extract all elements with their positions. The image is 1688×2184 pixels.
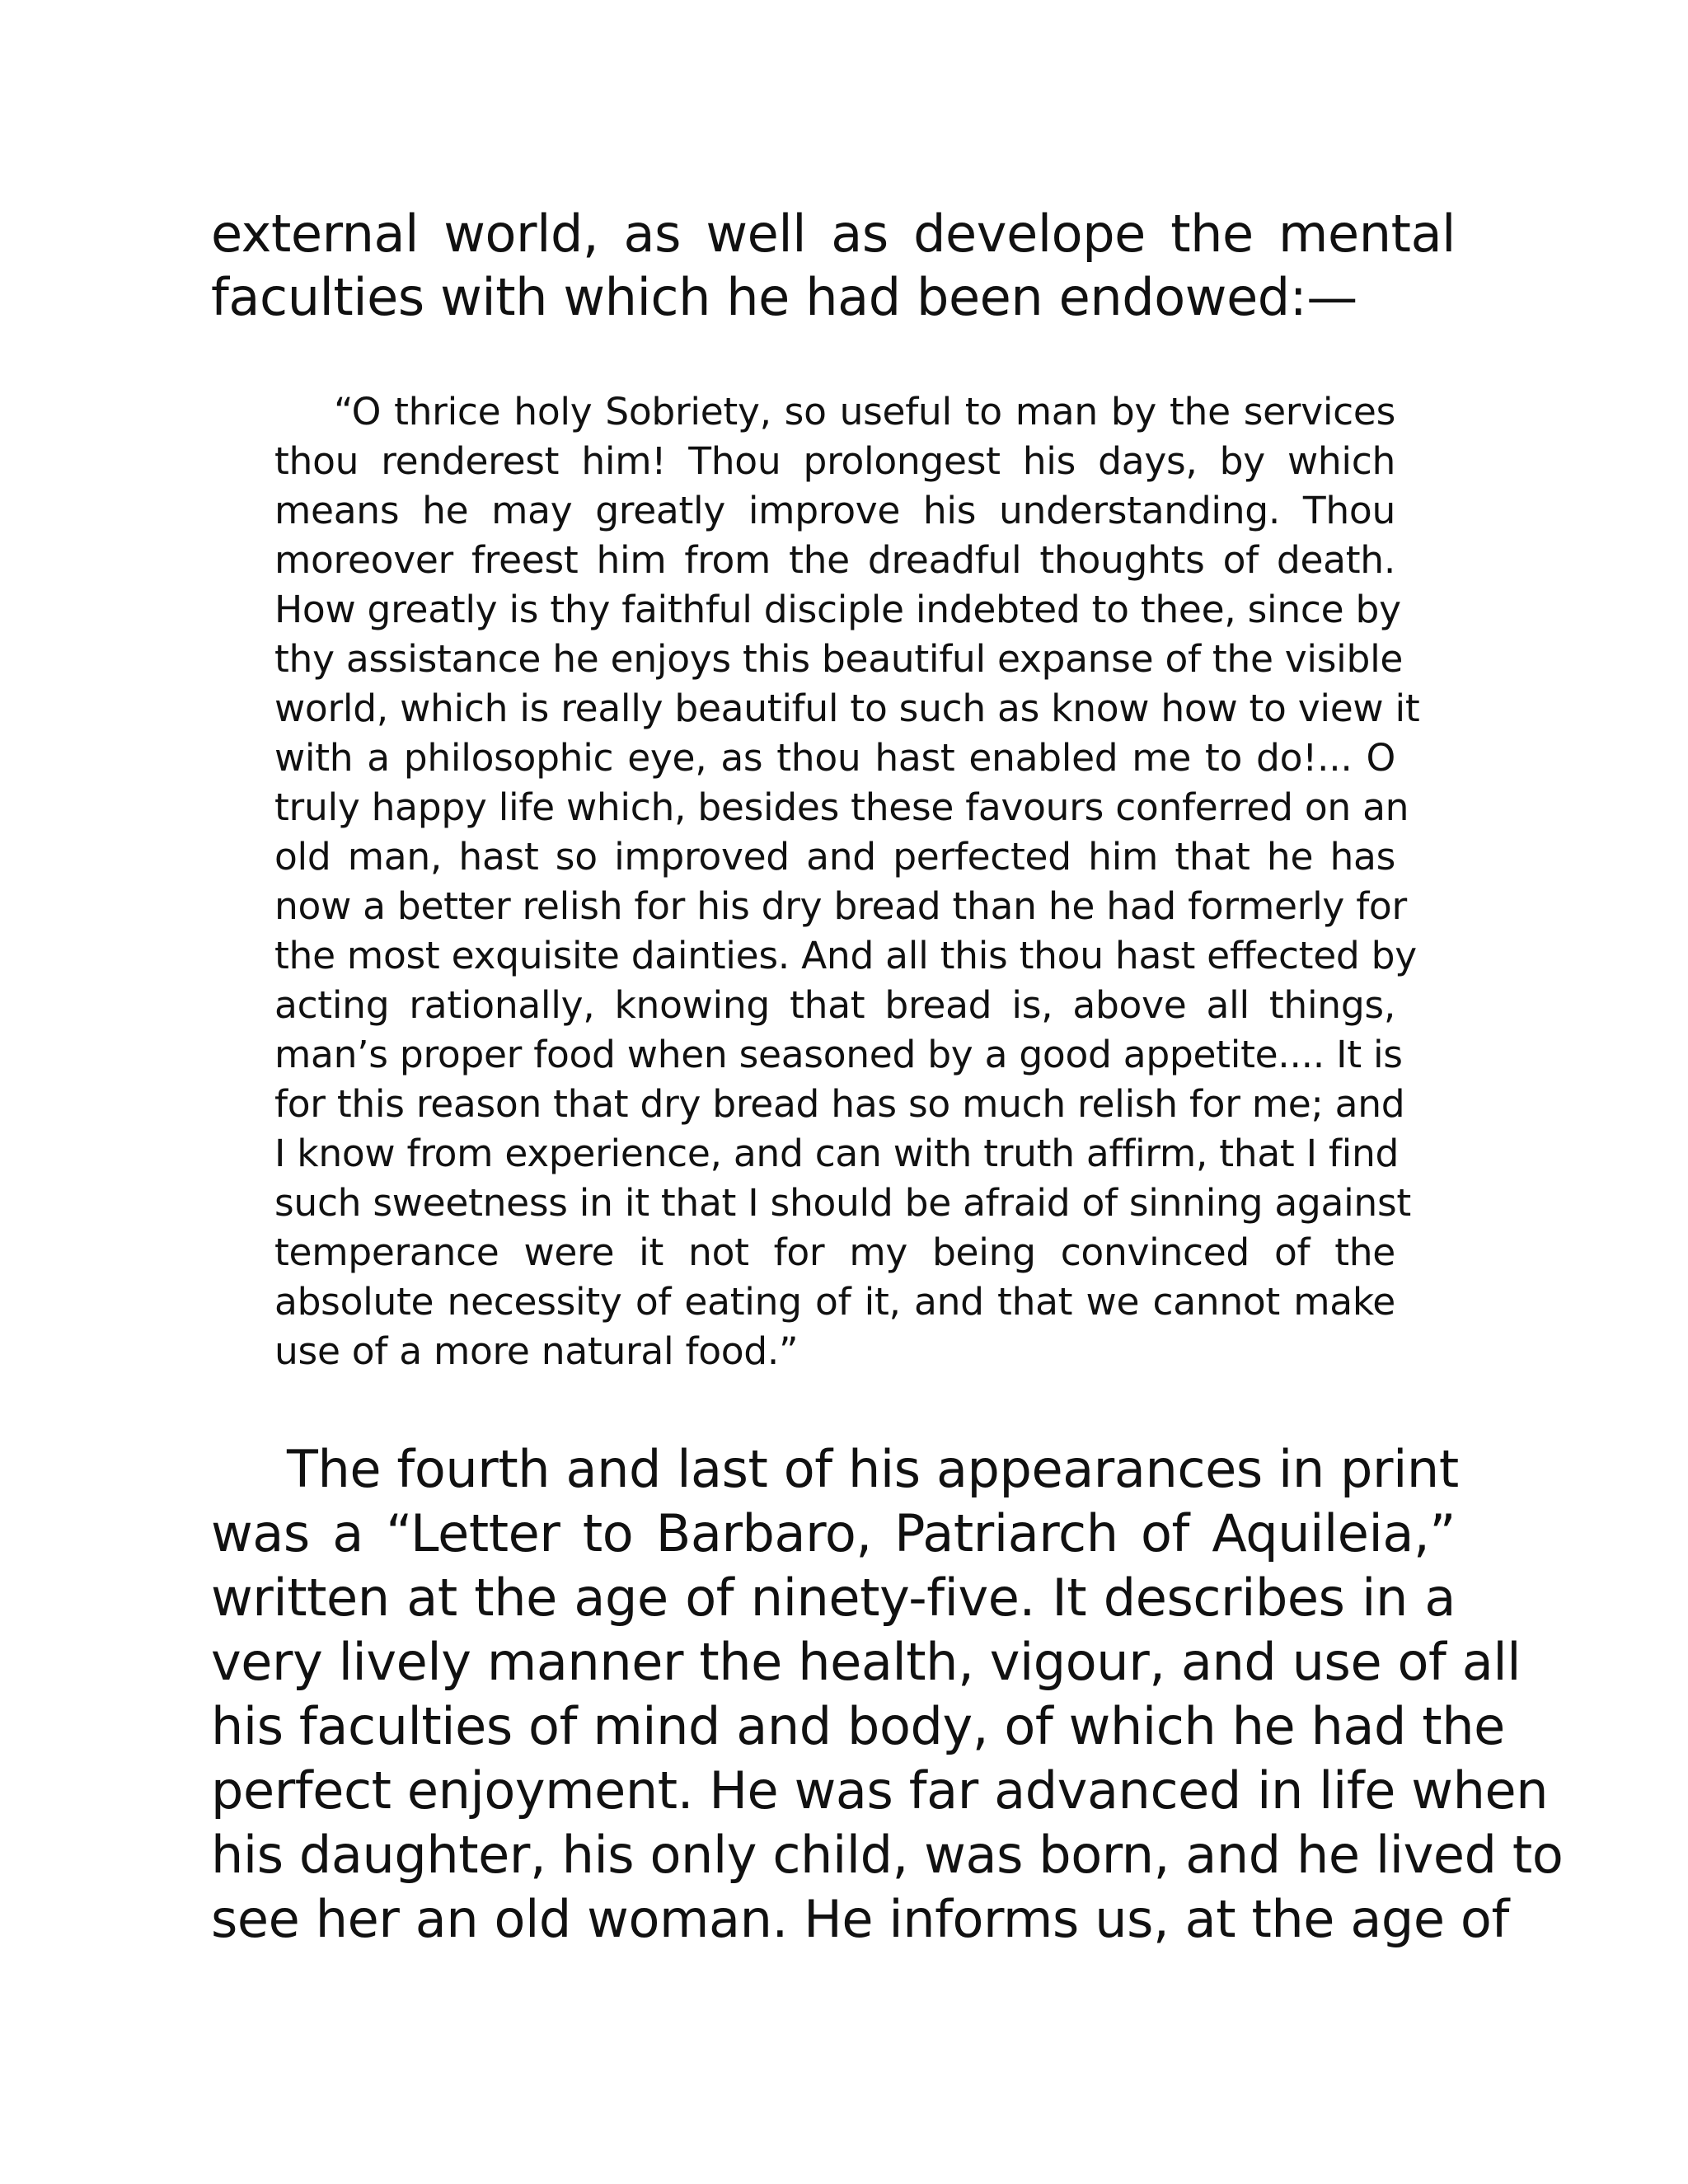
quote-line: the most exquisite dainties. And all this thou hast effected by <box>274 934 1417 977</box>
quote-line: I know from experience, and can with truth affirm, that I find <box>274 1132 1400 1175</box>
quote-line: “O thrice holy Sobriety, so useful to man by the services <box>334 390 1395 434</box>
quote-line: old man, hast so improved and perfected him that he has <box>274 835 1395 879</box>
text-line: very lively manner the health, vigour, and use of all <box>211 1632 1522 1692</box>
quote-line: use of a more natural food.” <box>274 1329 799 1373</box>
quote-line: moreover freest him from the dreadful thoughts of death. <box>274 538 1395 582</box>
quote-line: for this reason that dry bread has so much relish for me; and <box>274 1082 1405 1126</box>
quote-line: thou renderest him! Thou prolongest his days, by which <box>274 439 1395 483</box>
text-line: was a “Letter to Barbaro, Patriarch of Aquileia,” <box>211 1503 1456 1563</box>
quote-line: absolute necessity of eating of it, and that we cannot make <box>274 1280 1395 1324</box>
text-line: The fourth and last of his appearances in print <box>287 1439 1459 1499</box>
text-line: external world, as well as develope the mental <box>211 204 1456 264</box>
quote-line: temperance were it not for my being convinced of the <box>274 1230 1395 1274</box>
quote-line: now a better relish for his dry bread than he had formerly for <box>274 884 1407 928</box>
quote-line: such sweetness in it that I should be afraid of sinning against <box>274 1181 1411 1225</box>
quote-line: man’s proper food when seasoned by a good appetite.... It is <box>274 1033 1403 1076</box>
text-line: perfect enjoyment. He was far advanced in life when <box>211 1760 1549 1821</box>
text-line: faculties with which he had been endowed:— <box>211 267 1357 327</box>
quote-line: means he may greatly improve his understanding. Thou <box>274 489 1395 532</box>
text-line: his daughter, his only child, was born, and he lived to <box>211 1825 1564 1885</box>
quote-line: with a philosophic eye, as thou hast enabled me to do!... O <box>274 736 1395 780</box>
text-line: written at the age of ninety-five. It describes in a <box>211 1568 1456 1628</box>
quote-line: acting rationally, knowing that bread is, above all things, <box>274 983 1395 1027</box>
text-line: his faculties of mind and body, of which he had the <box>211 1696 1505 1756</box>
quote-line: thy assistance he enjoys this beautiful expanse of the visible <box>274 637 1404 681</box>
quote-line: How greatly is thy faithful disciple indebted to thee, since by <box>274 588 1401 631</box>
quote-line: truly happy life which, besides these favours conferred on an <box>274 785 1409 829</box>
text-line: see her an old woman. He informs us, at the age of <box>211 1889 1509 1949</box>
quote-line: world, which is really beautiful to such as know how to view it <box>274 687 1420 730</box>
